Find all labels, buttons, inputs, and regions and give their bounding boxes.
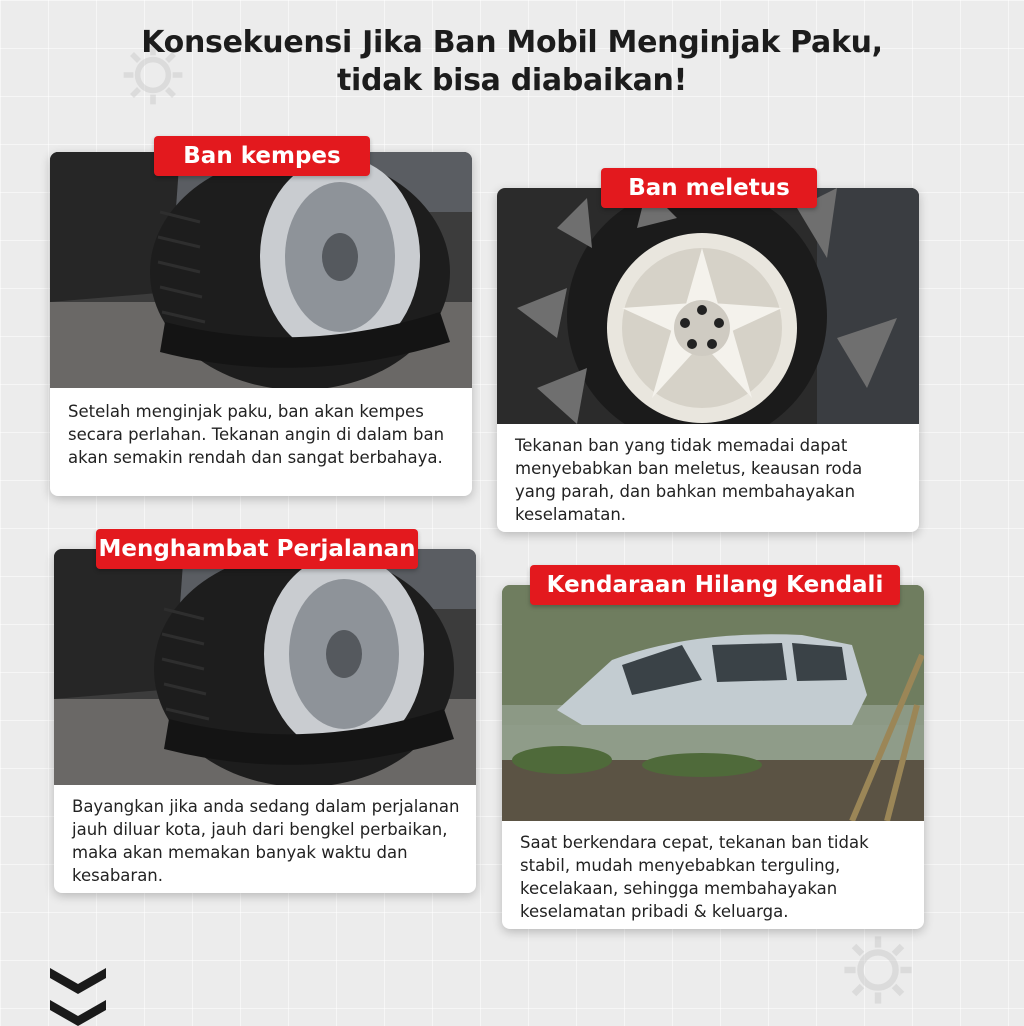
card-label: Ban meletus	[601, 168, 817, 208]
car-in-water-photo	[502, 585, 924, 821]
card-description: Setelah menginjak paku, ban akan kempes secara perlahan. Tekanan angin di dalam ban akan semakin rendah dan sangat berbahaya.	[68, 402, 445, 467]
card-description: Tekanan ban yang tidak memadai dapat menyebabkan ban meletus, keausan roda yang parah, dan bahkan membahayakan keselamatan.	[515, 436, 863, 524]
card-label: Kendaraan Hilang Kendali	[530, 565, 900, 605]
card-kendaraan-hilang-kendali	[502, 572, 924, 929]
title-line-1: Konsekuensi Jika Ban Mobil Menginjak Paku,	[141, 25, 883, 60]
burst-tire-photo	[497, 188, 919, 424]
card-label: Menghambat Perjalanan	[96, 529, 418, 569]
flat-tire-photo	[54, 549, 476, 785]
card-menghambat-perjalanan	[54, 536, 476, 893]
card-description: Saat berkendara cepat, tekanan ban tidak stabil, mudah menyebabkan terguling, kecelakaan, sehingga membahayakan keselamatan pribadi & keluarga.	[520, 833, 869, 921]
title-line-2: tidak bisa diabaikan!	[337, 63, 687, 98]
card-ban-kempes	[50, 143, 472, 496]
flat-tire-photo	[50, 152, 472, 388]
page-title	[0, 24, 1024, 100]
chevron-down-icon	[50, 1000, 106, 1026]
gear-icon	[838, 930, 918, 1010]
card-description: Bayangkan jika anda sedang dalam perjalanan jauh diluar kota, jauh dari bengkel perbaikan, maka akan memakan banyak waktu dan kesabaran.	[72, 797, 460, 885]
card-ban-meletus	[497, 175, 919, 532]
chevron-down-icon	[50, 968, 106, 994]
card-label: Ban kempes	[154, 136, 370, 176]
